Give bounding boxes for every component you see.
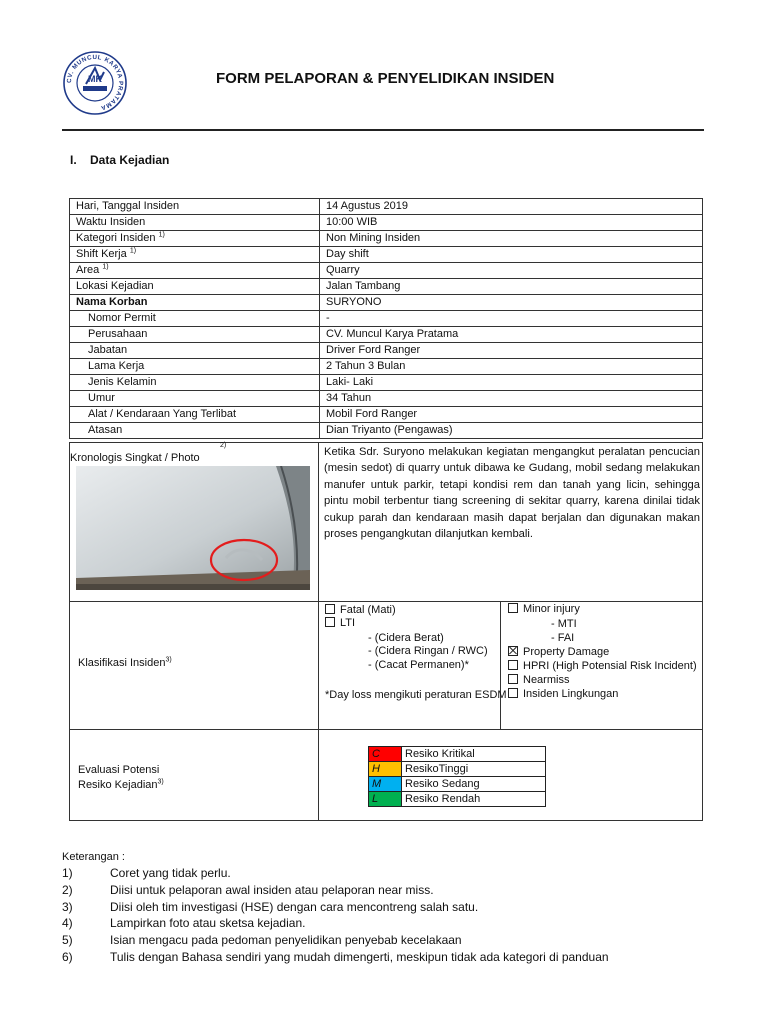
checkbox-fatal[interactable] <box>325 604 335 614</box>
row-value[interactable]: Laki- Laki <box>320 375 703 391</box>
row-value[interactable]: 10:00 WIB <box>320 215 703 231</box>
risk-level-row <box>369 792 546 807</box>
note-number: 3) <box>62 900 73 914</box>
checkbox-minor-injury[interactable] <box>508 603 518 613</box>
row-label: Kategori Insiden $^{1)}$ <box>70 231 320 247</box>
table-row <box>70 263 703 279</box>
risk-name: Resiko Rendah <box>402 792 546 807</box>
checkbox-nearmiss[interactable] <box>508 674 518 684</box>
row-value[interactable]: 2 Tahun 3 Bulan <box>320 359 703 375</box>
row-label: Hari, Tanggal Insiden <box>70 199 320 215</box>
table-row <box>70 375 703 391</box>
row-value[interactable]: Driver Ford Ranger <box>320 343 703 359</box>
form-title: FORM PELAPORAN & PENYELIDIKAN INSIDEN <box>216 70 555 87</box>
row-value[interactable]: Jalan Tambang <box>320 279 703 295</box>
row-label: Atasan <box>70 423 320 439</box>
table-row <box>70 279 703 295</box>
table-row <box>70 311 703 327</box>
row-label: Area $^{1)}$ <box>70 263 320 279</box>
row-label: Nomor Permit <box>70 311 320 327</box>
row-value[interactable]: 34 Tahun <box>320 391 703 407</box>
table-row <box>70 407 703 423</box>
risk-code: L <box>369 792 402 807</box>
row-value[interactable]: - <box>320 311 703 327</box>
note-text: Tulis dengan Bahasa sendiri yang mudah dimengerti, meskipun tidak ada kategori di panduan <box>110 950 609 964</box>
row-label: Alat / Kendaraan Yang Terlibat <box>70 407 320 423</box>
table-row <box>70 247 703 263</box>
note-number: 1) <box>62 866 73 880</box>
chronology-sup: 2) <box>220 442 227 449</box>
evaluation-label-1: Evaluasi Potensi <box>78 764 160 776</box>
table-row <box>70 359 703 375</box>
row-label: Nama Korban <box>70 295 320 311</box>
minor-sub-mti: - MTI <box>551 618 577 630</box>
row-label: Lama Kerja <box>70 359 320 375</box>
risk-legend <box>368 746 546 807</box>
dayloss-footnote: *Day loss mengikuti peraturan ESDM <box>325 689 507 701</box>
row-label: Umur <box>70 391 320 407</box>
note-text: Lampirkan foto atau sketsa kejadian. <box>110 916 306 930</box>
checkbox-lti[interactable] <box>325 617 335 627</box>
table-row <box>70 423 703 439</box>
minor-sub-fai: - FAI <box>551 632 575 644</box>
incident-photo <box>76 466 310 590</box>
lti-sub-1: - (Cidera Berat) <box>368 632 444 644</box>
risk-level-row <box>369 777 546 792</box>
lti-sub-2: - (Cidera Ringan / RWC) <box>368 645 488 657</box>
evaluation-label-2: Resiko Kejadian$^{3)}$ <box>78 778 164 791</box>
row-label: Shift Kerja $^{1)}$ <box>70 247 320 263</box>
section-number: I. <box>70 153 77 167</box>
option-lti[interactable]: LTI <box>325 617 355 629</box>
incident-data-table <box>69 198 703 439</box>
table-row <box>70 327 703 343</box>
risk-code: M <box>369 777 402 792</box>
row-value[interactable]: Day shift <box>320 247 703 263</box>
note-number: 4) <box>62 916 73 930</box>
header-divider <box>62 129 704 131</box>
lti-sub-3: - (Cacat Permanen)* <box>368 659 469 671</box>
row-label: Jenis Kelamin <box>70 375 320 391</box>
chronology-label: Kronologis Singkat / Photo <box>70 452 200 464</box>
risk-name: Resiko Sedang <box>402 777 546 792</box>
row-value[interactable]: Mobil Ford Ranger <box>320 407 703 423</box>
option-hpri[interactable]: HPRI (High Potensial Risk Incident) <box>508 660 697 672</box>
risk-code: C <box>369 747 402 762</box>
risk-code: H <box>369 762 402 777</box>
note-text: Diisi oleh tim investigasi (HSE) dengan cara mencontreng salah satu. <box>110 900 479 914</box>
table-row <box>70 343 703 359</box>
risk-level-row <box>369 747 546 762</box>
logo-monogram: MK <box>88 74 102 84</box>
logo-ring-text: CV. MUNCUL KARYA PRATAMA <box>65 53 125 112</box>
row-label: Waktu Insiden <box>70 215 320 231</box>
table-row <box>70 391 703 407</box>
table-row <box>70 231 703 247</box>
option-fatal[interactable]: Fatal (Mati) <box>325 604 396 616</box>
company-logo <box>62 50 128 116</box>
risk-level-row <box>369 762 546 777</box>
risk-name: ResikoTinggi <box>402 762 546 777</box>
option-property-damage[interactable]: Property Damage <box>508 646 609 658</box>
notes-title: Keterangan : <box>62 851 125 863</box>
note-number: 6) <box>62 950 73 964</box>
option-nearmiss[interactable]: Nearmiss <box>508 674 569 686</box>
note-text: Diisi untuk pelaporan awal insiden atau pelaporan near miss. <box>110 883 434 897</box>
classification-label: Klasifikasi Insiden$^{3)}$ <box>78 656 172 669</box>
row-value[interactable]: Non Mining Insiden <box>320 231 703 247</box>
checkbox-env-incident[interactable] <box>508 688 518 698</box>
row-value[interactable]: CV. Muncul Karya Pratama <box>320 327 703 343</box>
checkbox-property-damage-checked[interactable] <box>508 646 518 656</box>
note-number: 2) <box>62 883 73 897</box>
chronology-text: Ketika Sdr. Suryono melakukan kegiatan mengangkut peralatan pencucian (mesin sedot) di quarry untuk dibawa ke Gudang, mobil sedang melakukan manufer untuk parkir, tetapi kondisi rem dan tanah yang licin, sehingga pintu mobil terbentur tiang screening di sekitar quarry, karena dinilai tidak cukup parah dan kendaraan masih dapat berjalan dan digunakan makan proses pengangkutan dilanjutkan kembali. <box>324 446 700 541</box>
checkbox-hpri[interactable] <box>508 660 518 670</box>
row-value[interactable]: SURYONO <box>320 295 703 311</box>
table-row <box>70 295 703 311</box>
row-value[interactable]: 14 Agustus 2019 <box>320 199 703 215</box>
note-number: 5) <box>62 933 73 947</box>
note-text: Isian mengacu pada pedoman penyelidikan penyebab kecelakaan <box>110 933 462 947</box>
row-value[interactable]: Dian Triyanto (Pengawas) <box>320 423 703 439</box>
table-row <box>70 215 703 231</box>
table-row <box>70 199 703 215</box>
row-label: Perusahaan <box>70 327 320 343</box>
section-title: Data Kejadian <box>90 153 170 167</box>
row-value[interactable]: Quarry <box>320 263 703 279</box>
option-minor-injury[interactable]: Minor injury <box>508 603 580 615</box>
option-env-incident[interactable]: Insiden Lingkungan <box>508 688 618 700</box>
note-text: Coret yang tidak perlu. <box>110 866 231 880</box>
row-label: Jabatan <box>70 343 320 359</box>
row-label: Lokasi Kejadian <box>70 279 320 295</box>
risk-name: Resiko Kritikal <box>402 747 546 762</box>
